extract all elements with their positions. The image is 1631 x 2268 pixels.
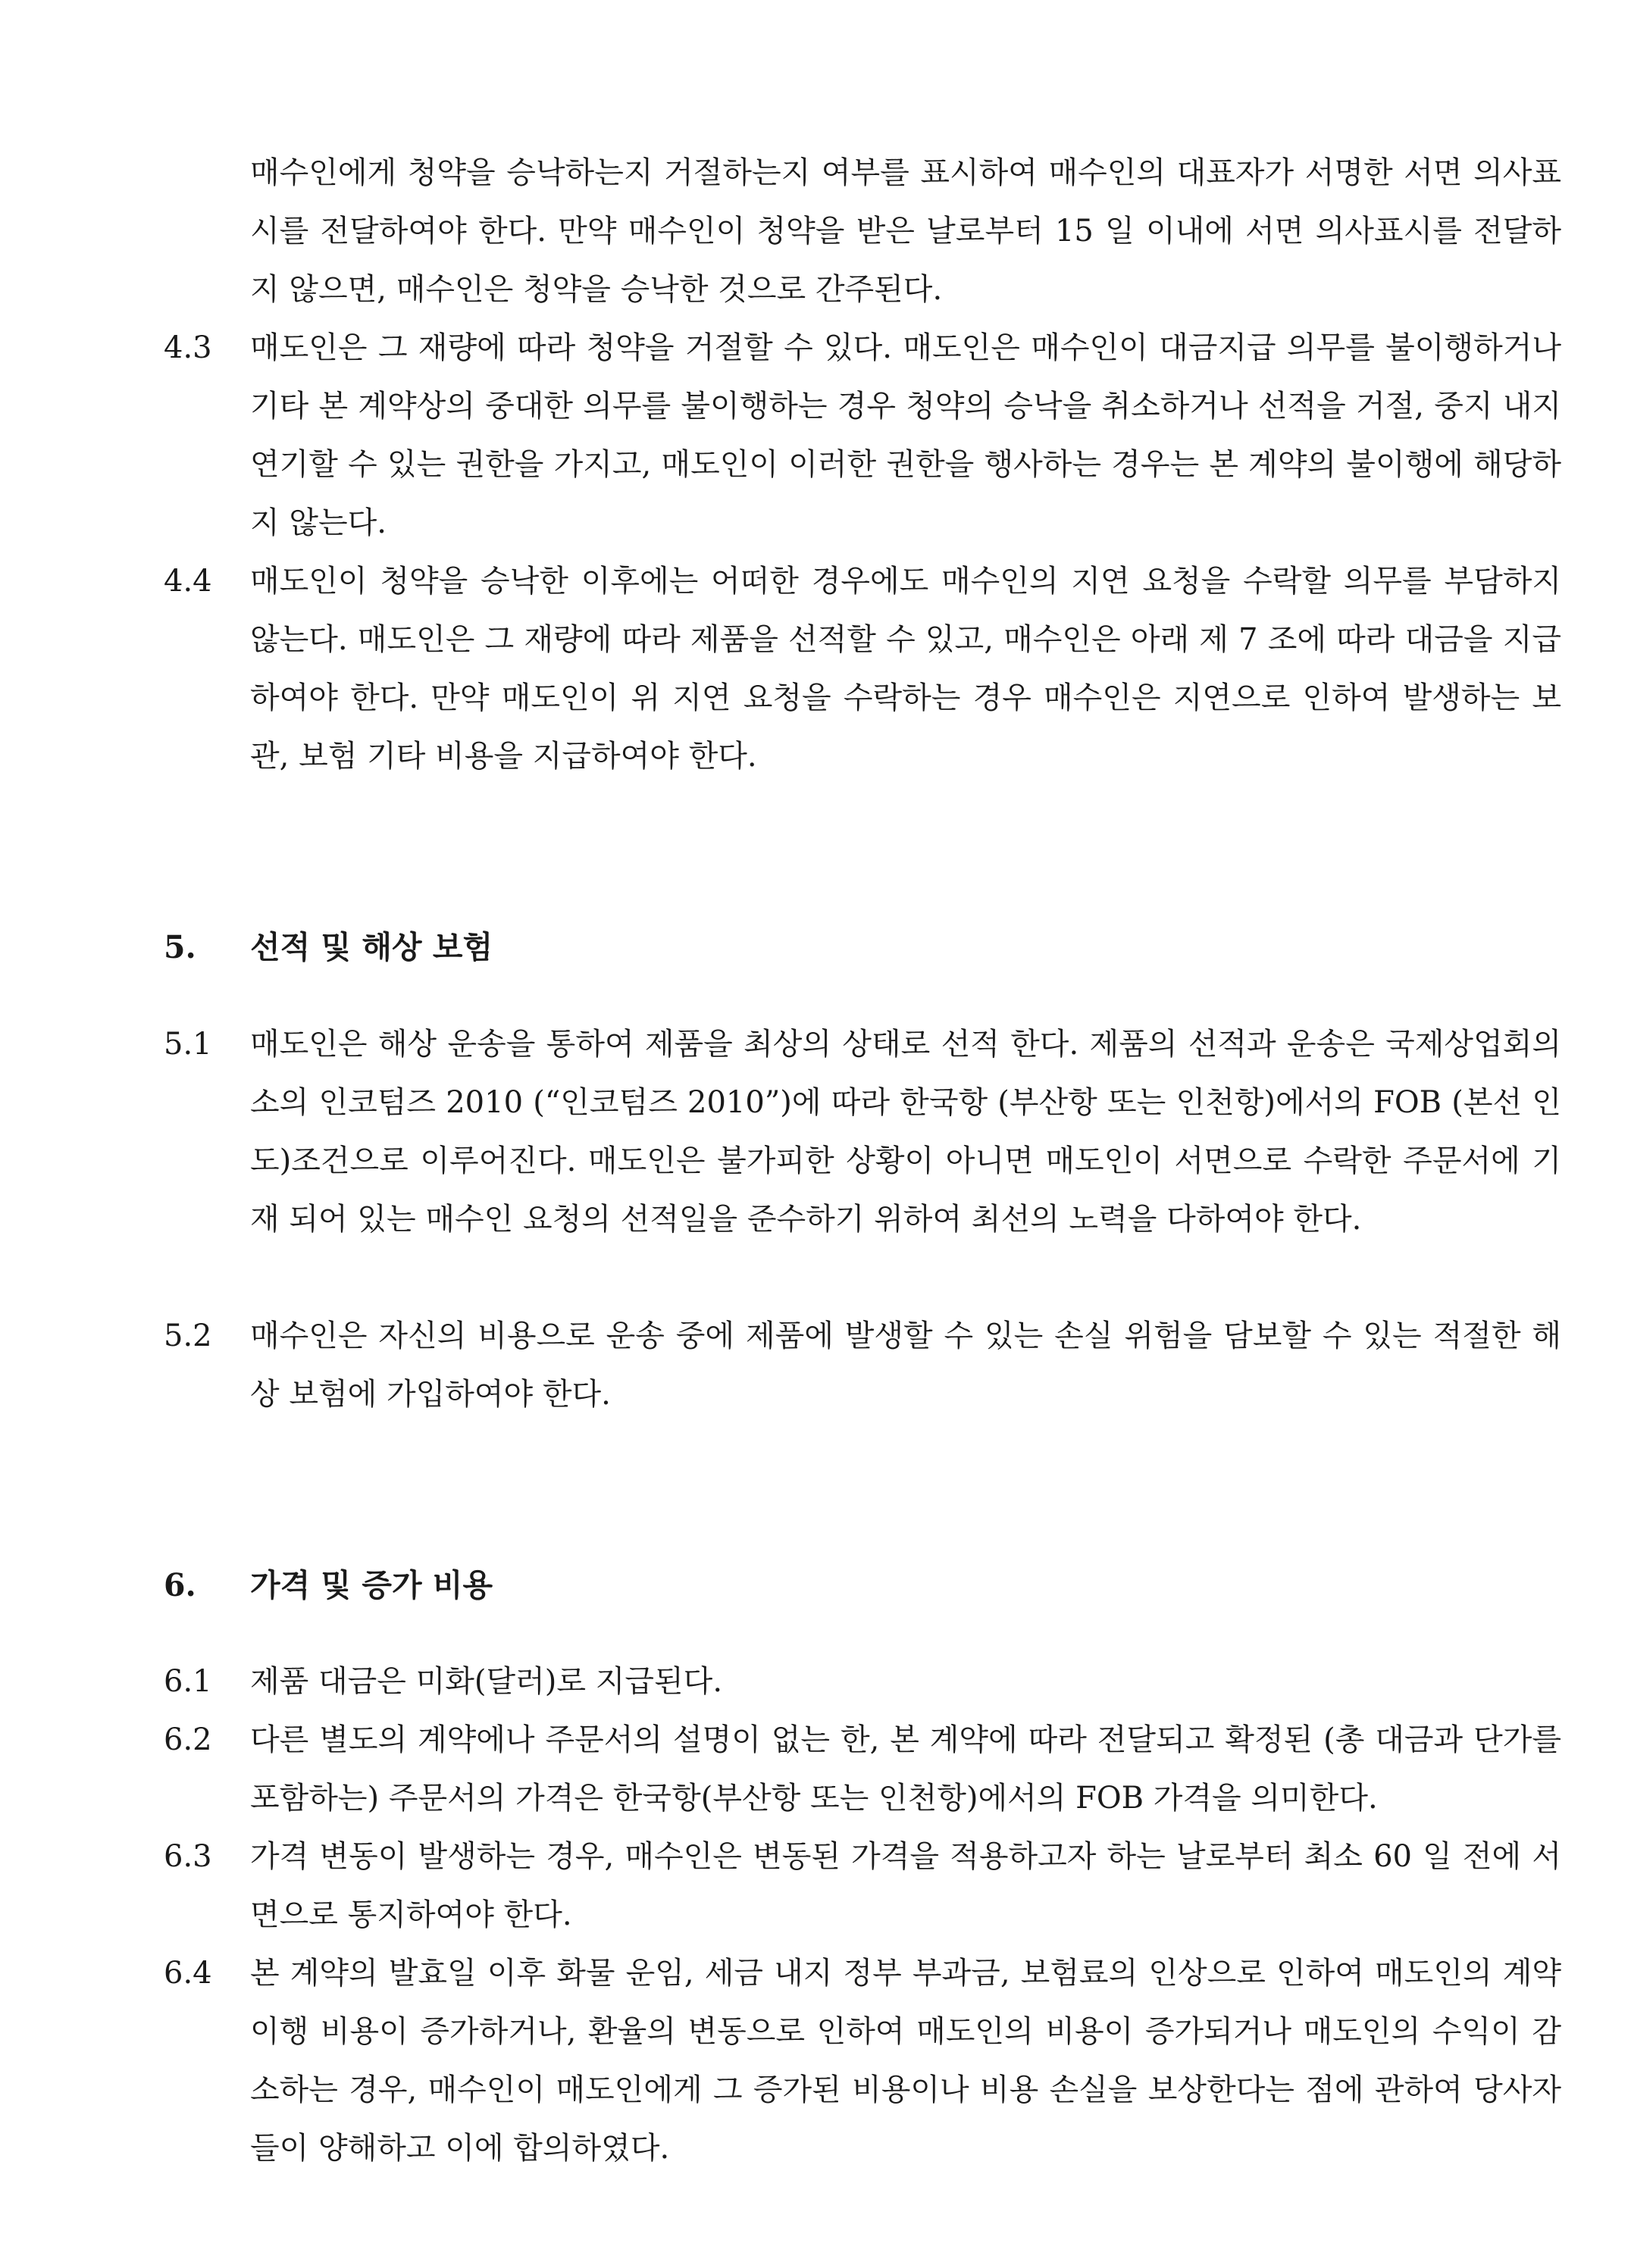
clause-4-3-text: 매도인은 그 재량에 따라 청약을 거절할 수 있다. 매도인은 매수인이 대금지급 의무를 불이행하거나 기타 본 계약상의 중대한 의무를 불이행하는 경우 청약의 승낙을 취소하거나 선적을 거절, 중지 내지 연기할 수 있는 권한을 가지고, 매도인이 이러한 권한을 행사하는 경우는 본 계약의 불이행에 해당하지 않는다. [250, 330, 1561, 540]
clause-5-1-number: 5.1 [164, 1027, 212, 1062]
clause-6-1-number: 6.1 [164, 1664, 212, 1699]
clause-5-2-text: 매수인은 자신의 비용으로 운송 중에 제품에 발생할 수 있는 손실 위험을 담보할 수 있는 적절한 해상 보험에 가입하여야 한다. [250, 1319, 1561, 1412]
section-5-title: 선적 및 해상 보험 [250, 929, 493, 965]
section-5-number: 5. [164, 929, 196, 965]
clause-6-2-text: 다른 별도의 계약에나 주문서의 설명이 없는 한, 본 계약에 따라 전달되고 확정된 (총 대금과 단가를 포함하는) 주문서의 가격은 한국항(부산항 또는 인천항)에서의 FOB 가격을 의미한다. [250, 1722, 1561, 1816]
clause-6-1-text: 제품 대금은 미화(달러)로 지급된다. [250, 1664, 723, 1699]
clause-6-4-number: 6.4 [164, 1956, 212, 1991]
clause-4-3-number: 4.3 [164, 330, 212, 365]
clause-6-3-text: 가격 변동이 발생하는 경우, 매수인은 변동된 가격을 적용하고자 하는 날로부터 최소 60 일 전에 서면으로 통지하여야 한다. [250, 1839, 1561, 1932]
clause-6-3-number: 6.3 [164, 1839, 212, 1874]
clause-4-2-continuation: 매수인에게 청약을 승낙하는지 거절하는지 여부를 표시하여 매수인의 대표자가 서명한 서면 의사표시를 전달하여야 한다. 만약 매수인이 청약을 받은 날로부터 15 일 이내에 서면 의사표시를 전달하지 않으면, 매수인은 청약을 승낙한 것으로 간주된다. [250, 155, 1561, 307]
clause-5-1-text: 매도인은 해상 운송을 통하여 제품을 최상의 상태로 선적 한다. 제품의 선적과 운송은 국제상업회의소의 인코텀즈 2010 (“인코텀즈 2010”)에 따라 한국항 (부산항 또는 인천항)에서의 FOB (본선 인도)조건으로 이루어진다. 매도인은 불가피한 상황이 아니면 매도인이 서면으로 수락한 주문서에 기재 되어 있는 매수인 요청의 선적일을 준수하기 위하여 최선의 노력을 다하여야 한다. [250, 1027, 1561, 1237]
clause-6-4-text: 본 계약의 발효일 이후 화물 운임, 세금 내지 정부 부과금, 보험료의 인상으로 인하여 매도인의 계약 이행 비용이 증가하거나, 환율의 변동으로 인하여 매도인의 비용이 증가되거나 매도인의 수익이 감소하는 경우, 매수인이 매도인에게 그 증가된 비용이나 비용 손실을 보상한다는 점에 관하여 당사자들이 양해하고 이에 합의하였다. [250, 1956, 1561, 2166]
section-6-number: 6. [164, 1567, 196, 1603]
clause-6-2-number: 6.2 [164, 1722, 212, 1757]
clause-5-2-number: 5.2 [164, 1319, 212, 1353]
section-6-title: 가격 및 증가 비용 [250, 1567, 493, 1603]
clause-4-4-number: 4.4 [164, 564, 212, 599]
clause-4-4-text: 매도인이 청약을 승낙한 이후에는 어떠한 경우에도 매수인의 지연 요청을 수락할 의무를 부담하지 않는다. 매도인은 그 재량에 따라 제품을 선적할 수 있고, 매수인은 아래 제 7 조에 따라 대금을 지급하여야 한다. 만약 매도인이 위 지연 요청을 수락하는 경우 매수인은 지연으로 인하여 발생하는 보관, 보험 기타 비용을 지급하여야 한다. [250, 564, 1561, 774]
